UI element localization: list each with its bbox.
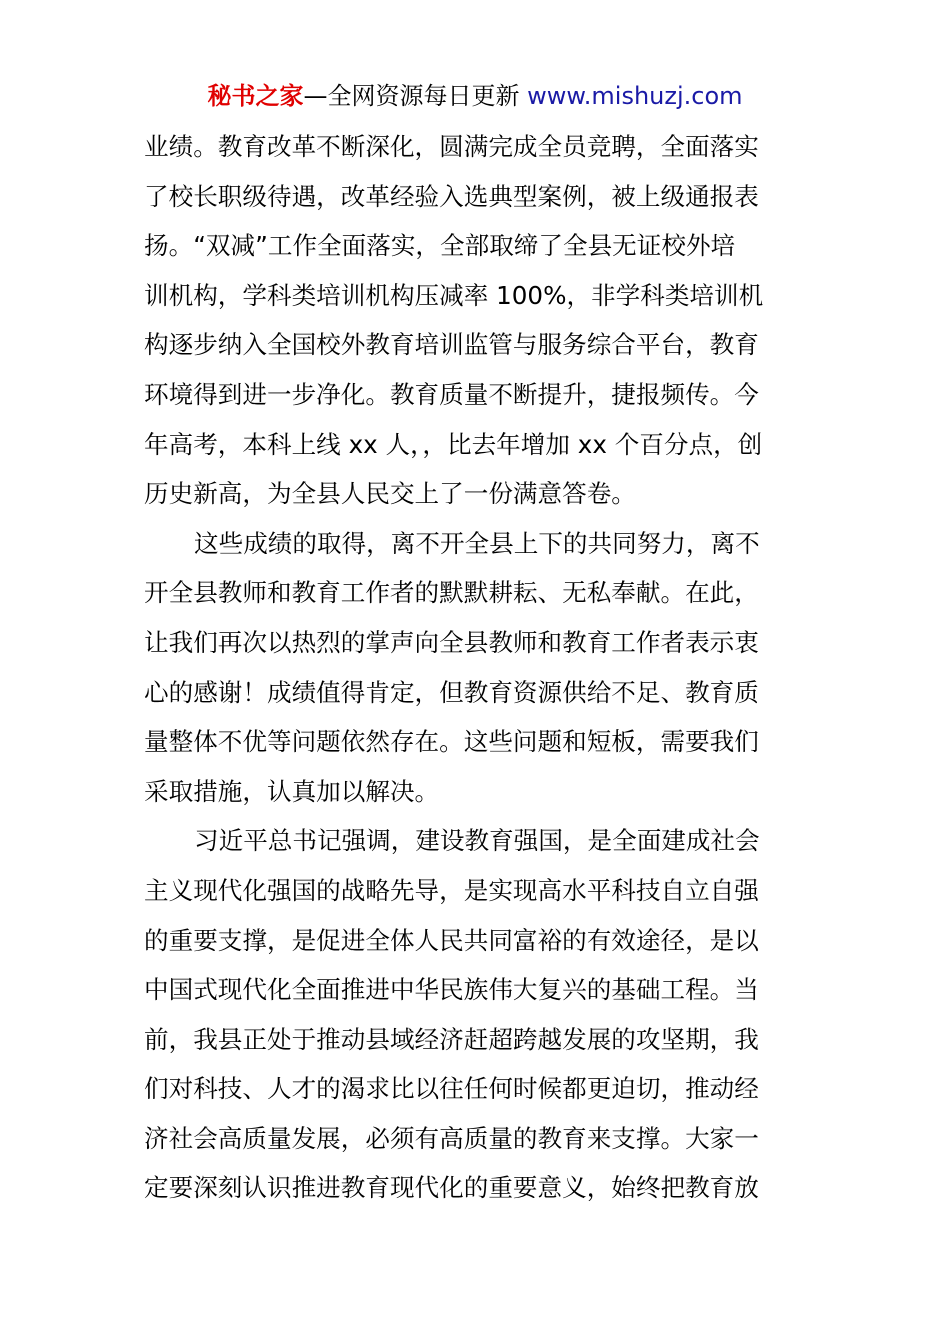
header-tagline: —全网资源每日更新 — [303, 82, 520, 110]
text-line: 主义现代化强国的战略先导，是实现高水平科技自立自强 — [144, 875, 759, 905]
text-line: 前，我县正处于推动县域经济赶超跨越发展的攻坚期，我 — [144, 1024, 759, 1054]
text-line: 济社会高质量发展，必须有高质量的教育来支撑。大家一 — [144, 1123, 759, 1153]
page-header — [0, 78, 950, 114]
text-line: 训机构，学科类培训机构压减率 100%，非学科类培训机 — [144, 280, 764, 310]
text-line: 中国式现代化全面推进中华民族伟大复兴的基础工程。当 — [144, 975, 759, 1005]
text-line: 定要深刻认识推进教育现代化的重要意义，始终把教育放 — [144, 1173, 759, 1203]
paragraph-start-line: 这些成绩的取得，离不开全县上下的共同努力，离不 — [194, 528, 760, 558]
text-line: 了校长职级待遇，改革经验入选典型案例，被上级通报表 — [144, 181, 759, 211]
text-line: 们对科技、人才的渴求比以往任何时候都更迫切，推动经 — [144, 1074, 759, 1104]
text-line: 让我们再次以热烈的掌声向全县教师和教育工作者表示衷 — [144, 627, 759, 657]
text-line: 历史新高，为全县人民交上了一份满意答卷。 — [144, 479, 636, 509]
paragraph-start-line: 习近平总书记强调，建设教育强国，是全面建成社会 — [194, 826, 760, 856]
text-line: 心的感谢！成绩值得肯定，但教育资源供给不足、教育质 — [144, 677, 759, 707]
text-line: 环境得到进一步净化。教育质量不断提升，捷报频传。今 — [144, 379, 759, 409]
text-line: 扬。“双减”工作全面落实，全部取缔了全县无证校外培 — [144, 231, 736, 261]
text-line: 采取措施，认真加以解决。 — [144, 776, 440, 806]
text-line: 开全县教师和教育工作者的默默耕耘、无私奉献。在此， — [144, 578, 759, 608]
text-line: 量整体不优等问题依然存在。这些问题和短板，需要我们 — [144, 727, 759, 757]
site-url-link[interactable]: www.mishuzj.com — [527, 82, 743, 110]
document-body — [144, 122, 812, 1213]
brand-name: 秘书之家 — [207, 82, 304, 110]
text-line: 业绩。教育改革不断深化，圆满完成全员竞聘，全面落实 — [144, 132, 759, 161]
text-line: 构逐步纳入全国校外教育培训监管与服务综合平台，教育 — [144, 330, 759, 360]
text-line: 的重要支撑，是促进全体人民共同富裕的有效途径，是以 — [144, 925, 759, 955]
text-line: 年高考，本科上线 xx 人，，比去年增加 xx 个百分点，创 — [144, 429, 763, 459]
